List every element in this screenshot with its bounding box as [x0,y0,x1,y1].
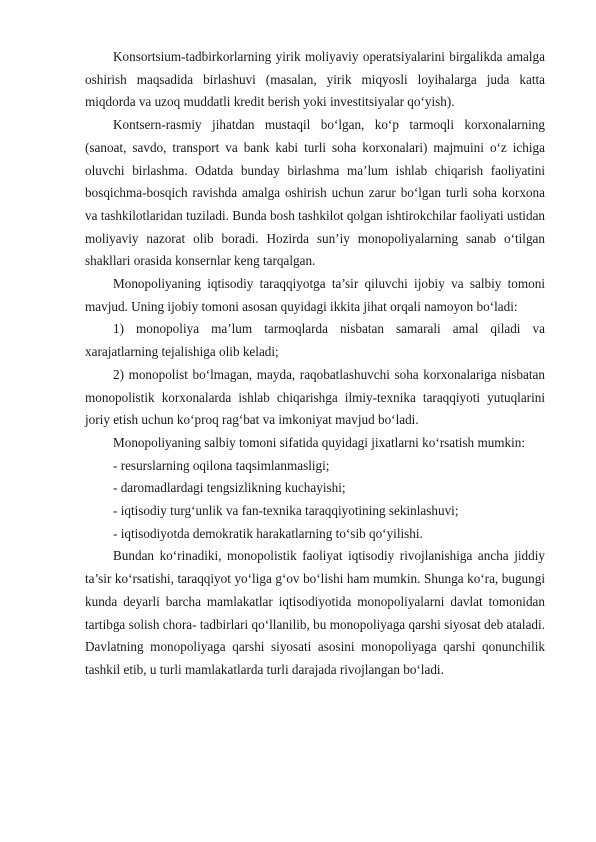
list-item: - iqtisodiyotda demokratik harakatlarning to‘sib qo‘yilishi. [113,525,423,541]
paragraph-konsortsium: Konsortsium-tadbirkorlarning yirik moliyaviy operatsiyalarini birgalikda amalga oshirish maqsadida birlashuvi (masalan, yirik miqyosli loyihalarga juda katta miqdorda va uzoq muddatli kredit berish yoki investitsiyalar qo‘yish). [85,49,545,110]
paragraph-monopoly-effects: Monopoliyaning iqtisodiy taraqqiyotga ta’sir qiluvchi ijobiy va salbiy tomoni mavjud. Uning ijobiy tomoni asosan quyidagi ikkita jihat orqali namoyon bo‘ladi: [85,276,545,314]
paragraph-positive-point-2: 2) monopolist bo‘lmagan, mayda, raqobatlashuvchi soha korxonalariga nisbatan monopolistik korxonalarda ishlab chiqarishga ilmiy-texnika taraqqiyoti yutuqlarini joriy etish uchun ko‘proq rag‘bat va imkoniyat mavjud bo‘ladi. [85,366,545,428]
paragraph-positive-point-1: 1) monopoliya ma’lum tarmoqlarda nisbatan samarali amal qiladi va xarajatlarning tejalishiga olib keladi; [85,321,545,360]
list-item: - daromadlardagi tengsizlikning kuchayishi; [113,480,346,496]
paragraph-kontsern: Kontsern-rasmiy jihatdan mustaqil bo‘lgan, ko‘p tarmoqli korxonalarning (sanoat, savdo, transport va bank kabi turli soha korxonalari) majmuini o‘z ichiga oluvchi birlashma. Odatda bunday birlashma ma’lum ishlab chiqarish faoliyatini bosqichma-bosqich ravishda amalga oshirish uchun zarur bo‘lgan turli soha korxona va tashkilotlaridan tuziladi. Bunda bosh tashkilot qolgan ishtirokchilar faoliyati ustidan moliyaviy nazorat olib boradi. Hozirda sun’iy monopoliyalarning sanab o‘tilgan shakllari orasida konsernlar keng tarqalgan. [85,117,546,269]
list-item: - resurslarning oqilona taqsimlanmasligi; [113,457,330,473]
paragraph-conclusion: Bundan ko‘rinadiki, monopolistik faoliyat iqtisodiy rivojlanishiga ancha jiddiy ta’sir ko‘rsatishi, taraqqiyot yo‘liga g‘ov bo‘lishi ham mumkin. Shunga ko‘ra, bugungi kunda deyarli barcha mamlakatlar iqtisodiyotida monopoliyalarni davlat tomonidan tartibga solish chora- tadbirlari qo‘llanilib, bu monopoliyaga qarshi siyosat deb ataladi. Davlatning monopoliyaga qarshi siyosati asosini monopoliyaga qarshi qonunchilik tashkil etib, u turli mamlakatlarda turli darajada rivojlangan bo‘ladi. [85,548,545,677]
paragraph-negative-intro: Monopoliyaning salbiy tomoni sifatida quyidagi jixatlarni ko‘rsatish mumkin: [113,434,526,450]
list-item: - iqtisodiy turg‘unlik va fan-texnika taraqqiyotining sekinlashuvi; [113,503,459,519]
document-page [85,46,545,682]
